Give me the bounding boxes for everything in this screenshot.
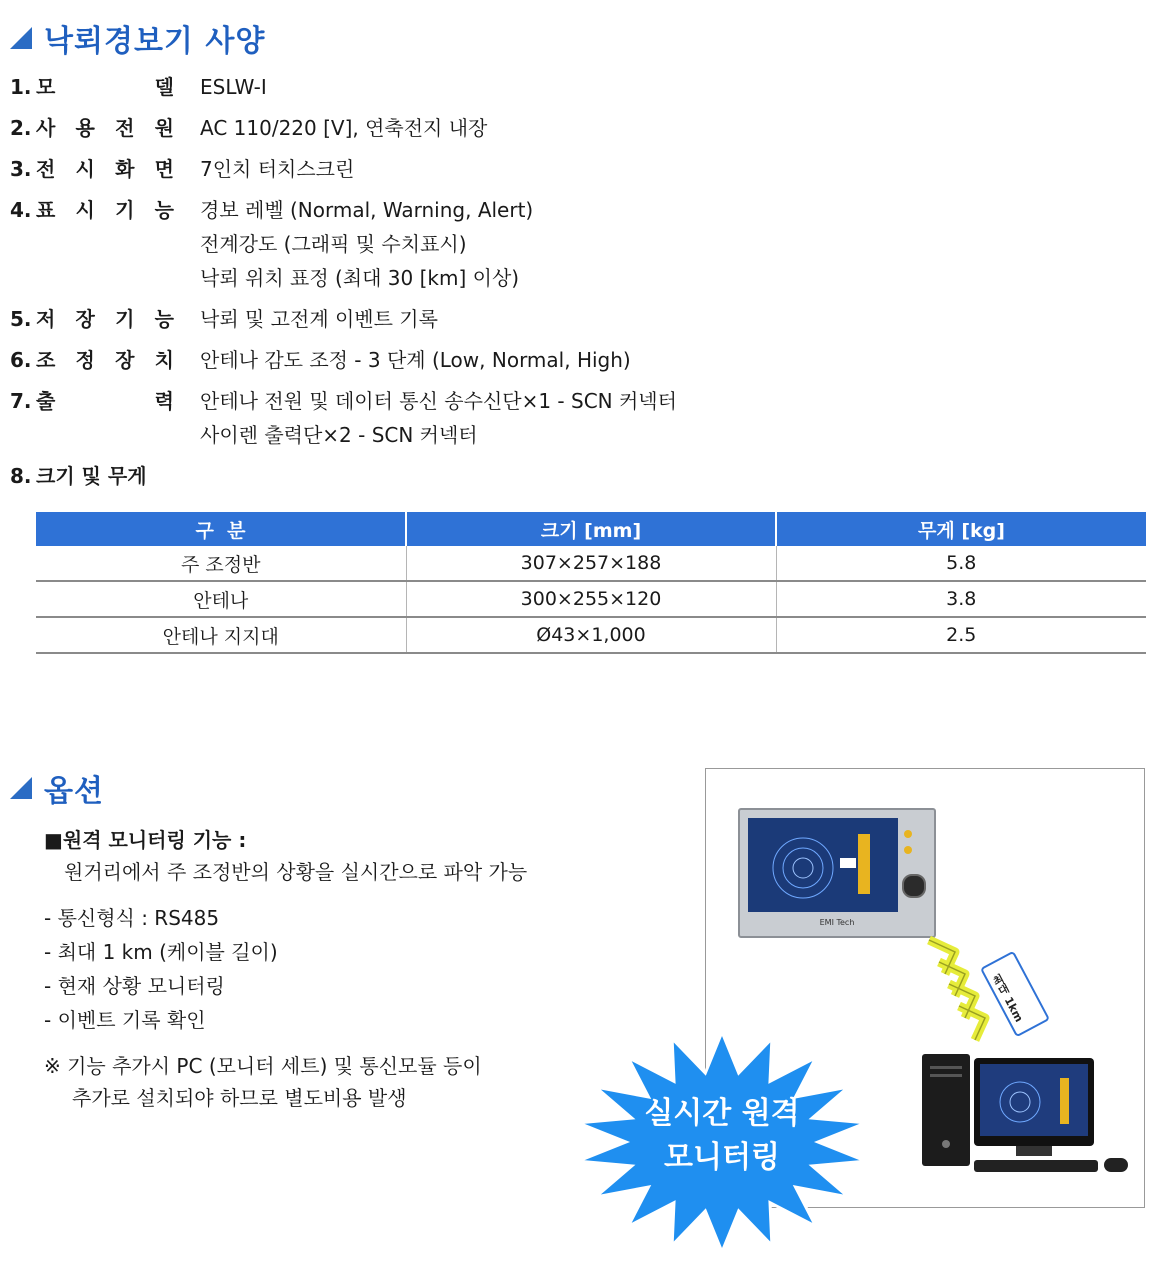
label-char: 정	[75, 348, 95, 372]
table-cell: 2.5	[776, 617, 1146, 653]
spec-num: 1.	[10, 75, 32, 99]
spec-row-output	[10, 384, 677, 452]
label-char: 출	[36, 389, 56, 413]
spec-num: 8.	[10, 464, 32, 488]
label-char: 원	[154, 116, 174, 140]
distance-label: 최대 1km	[989, 971, 1026, 1025]
label-char: 치	[154, 348, 174, 372]
detail-item: - 이벤트 기록 확인	[44, 1008, 206, 1032]
spec-row-display-function	[10, 193, 677, 295]
table-header: 구 분	[36, 512, 406, 546]
spec-num: 5.	[10, 307, 32, 331]
table-row	[36, 617, 1146, 653]
spec-value: 낙뢰 및 고전계 이벤트 기록	[200, 307, 438, 331]
spec-row-adjustment	[10, 343, 677, 377]
spec-row-power	[10, 111, 677, 145]
size-weight-table-wrap	[36, 512, 1146, 654]
starburst-line: 실시간 원격	[644, 1096, 800, 1131]
label-char: 모	[36, 75, 56, 99]
table-row	[36, 581, 1146, 617]
spec-label	[36, 343, 200, 377]
note-line: 추가로 설치되야 하므로 별도비용 발생	[72, 1086, 407, 1110]
spec-section-heading	[10, 16, 265, 60]
label-char: 능	[154, 198, 174, 222]
pc-tower-icon	[922, 1054, 970, 1166]
knob-icon	[902, 874, 926, 898]
spec-row-model	[10, 70, 677, 104]
indicator-light-icon	[904, 846, 912, 854]
spec-value: 경보 레벨 (Normal, Warning, Alert)	[200, 198, 534, 222]
label-char: 기	[115, 198, 135, 222]
table-cell: 안테나	[36, 581, 406, 617]
label-char: 시	[75, 198, 95, 222]
label-char: 기	[115, 307, 135, 331]
table-header: 크기 [mm]	[406, 512, 776, 546]
label-char: 력	[154, 389, 174, 413]
table-header: 무게 [kg]	[776, 512, 1146, 546]
spec-value: 전계강도 (그래픽 및 수치표시)	[200, 232, 467, 256]
spec-num: 4.	[10, 198, 32, 222]
monitor-stand-icon	[1016, 1146, 1052, 1156]
mouse-icon	[1104, 1158, 1128, 1172]
control-panel-device	[738, 808, 936, 938]
feature-heading: ■원격 모니터링 기능 :	[44, 828, 247, 852]
label-char: 표	[36, 198, 56, 222]
spec-label	[36, 70, 200, 104]
spec-num: 3.	[10, 157, 32, 181]
feature-description: 원거리에서 주 조정반의 상황을 실시간으로 파악 가능	[64, 860, 528, 884]
label-char: 면	[154, 157, 174, 181]
label-char: 조	[36, 348, 56, 372]
spec-num: 6.	[10, 348, 32, 372]
label-char: 용	[75, 116, 95, 140]
table-cell: 307×257×188	[406, 546, 776, 581]
spec-value: 낙뢰 위치 표정 (최대 30 [km] 이상)	[200, 266, 520, 290]
table-row	[36, 546, 1146, 581]
spec-label	[36, 193, 200, 295]
spec-value: 사이렌 출력단×2 - SCN 커넥터	[200, 423, 478, 447]
detail-item: - 최대 1 km (케이블 길이)	[44, 940, 278, 964]
table-header-row	[36, 512, 1146, 546]
heading-triangle-icon	[10, 27, 32, 49]
table-cell: Ø43×1,000	[406, 617, 776, 653]
device-brand: EMI Tech	[819, 918, 855, 927]
label-char: 사	[36, 116, 56, 140]
label-char: 시	[75, 157, 95, 181]
spec-row-size-weight	[10, 459, 677, 493]
size-weight-table	[36, 512, 1146, 654]
label-char: 능	[154, 307, 174, 331]
spec-row-display	[10, 152, 677, 186]
spec-label: 크기 및 무게	[36, 464, 147, 488]
detail-item: - 통신형식 : RS485	[44, 906, 220, 930]
spec-row-storage	[10, 302, 677, 336]
label-char: 저	[36, 307, 56, 331]
spec-num: 2.	[10, 116, 32, 140]
spec-list	[10, 70, 677, 500]
device-screen	[748, 818, 898, 912]
table-cell: 5.8	[776, 546, 1146, 581]
heading-triangle-icon	[10, 777, 32, 799]
spec-section-title: 낙뢰경보기 사양	[44, 24, 266, 59]
option-section-heading	[10, 766, 104, 810]
label-char: 델	[154, 75, 174, 99]
spec-label	[36, 302, 200, 336]
spec-value: 안테나 전원 및 데이터 통신 송수신단×1 - SCN 커넥터	[200, 389, 677, 413]
spec-label	[36, 384, 200, 452]
option-body	[44, 824, 604, 1114]
spec-value: ESLW-Ⅰ	[200, 75, 267, 99]
spec-label	[36, 111, 200, 145]
label-char: 장	[115, 348, 135, 372]
label-char: 전	[115, 116, 135, 140]
detail-item: - 현재 상황 모니터링	[44, 974, 225, 998]
label-char: 화	[115, 157, 135, 181]
spec-value: 안테나 감도 조정 - 3 단계 (Low, Normal, High)	[200, 348, 631, 372]
label-char: 장	[75, 307, 95, 331]
pc-monitor-icon	[974, 1058, 1094, 1146]
table-cell: 300×255×120	[406, 581, 776, 617]
option-section-title: 옵션	[44, 774, 104, 809]
keyboard-icon	[974, 1160, 1098, 1172]
table-cell: 주 조정반	[36, 546, 406, 581]
spec-label	[36, 152, 200, 186]
spec-value: AC 110/220 [V], 연축전지 내장	[200, 116, 488, 140]
indicator-light-icon	[904, 830, 912, 838]
table-cell: 3.8	[776, 581, 1146, 617]
starburst-line: 모니터링	[664, 1140, 780, 1175]
label-char: 전	[36, 157, 56, 181]
starburst-label	[622, 1092, 822, 1180]
radar-icon	[748, 818, 898, 912]
table-cell: 안테나 지지대	[36, 617, 406, 653]
spec-num: 7.	[10, 389, 32, 413]
note-line: ※ 기능 추가시 PC (모니터 세트) 및 통신모듈 등이	[44, 1054, 482, 1078]
spec-value: 7인치 터치스크린	[200, 157, 355, 181]
